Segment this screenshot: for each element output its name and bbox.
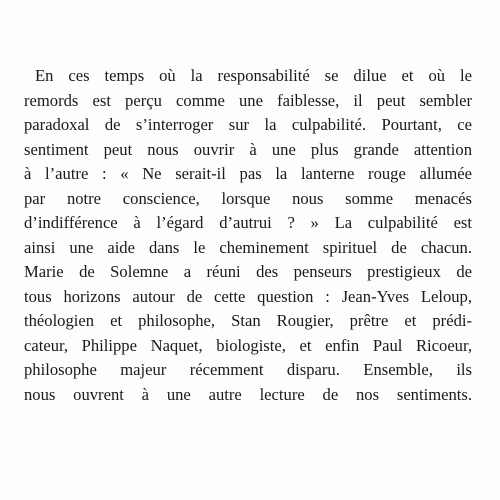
text-line: nous ouvrent à une autre lecture de nos sentiments. (24, 384, 472, 404)
text-line: à l’autre : « Ne serait-il pas la lanterne rouge allumée (24, 164, 472, 183)
text-line: tous horizons autour de cette question : Jean-Yves Leloup, (24, 286, 472, 306)
text-line: sentiment peut nous ouvrir à une plus grande attention (24, 139, 472, 159)
text-line: remords est perçu comme une faiblesse, il peut sembler (24, 90, 472, 110)
text-line: En ces temps où la responsabilité se dilue et où le (35, 66, 472, 85)
paragraph-text (24, 64, 472, 407)
text-line: philosophe majeur récemment disparu. Ensemble, ils (24, 360, 472, 379)
text-line: d’indifférence à l’égard d’autrui ? » La culpabilité est (24, 213, 472, 232)
text-line: théologien et philosophe, Stan Rougier, prêtre et prédi- (24, 311, 472, 330)
text-line: paradoxal de s’interroger sur la culpabilité. Pourtant, ce (24, 115, 472, 134)
text-line: par notre conscience, lorsque nous somme menacés (24, 188, 472, 208)
text-line: cateur, Philippe Naquet, biologiste, et enfin Paul Ricoeur, (24, 335, 472, 355)
text-line: ainsi une aide dans le cheminement spirituel de chacun. (24, 237, 472, 257)
text-line: Marie de Solemne a réuni des penseurs prestigieux de (24, 262, 472, 281)
